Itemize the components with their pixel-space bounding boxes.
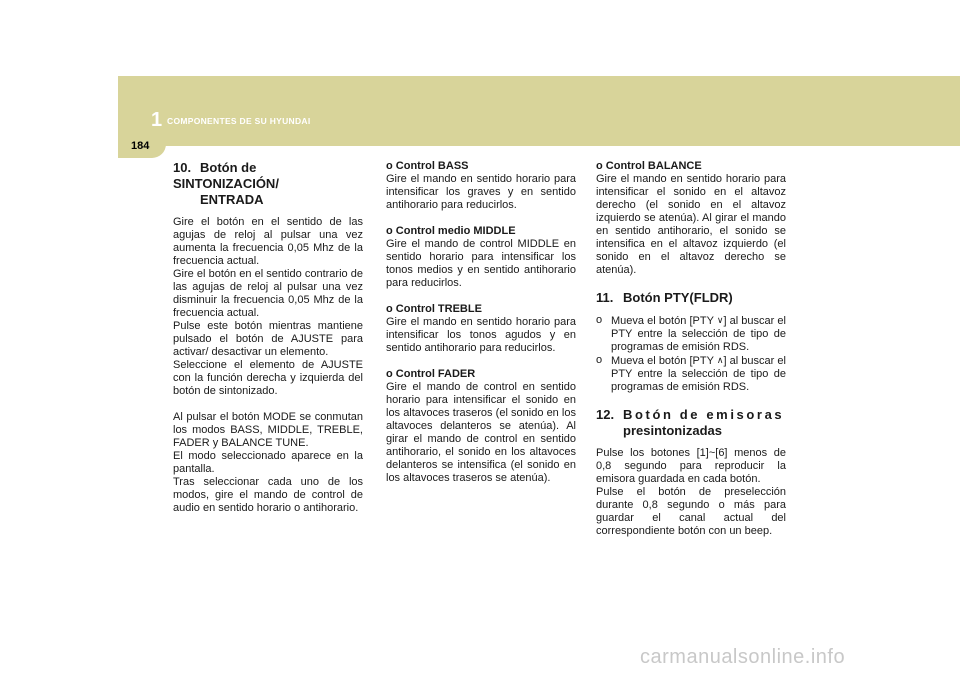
treble-text: Gire el mando en sentido horario para intensificar los tonos agudos y en sentido antihorario para reducirlos. (386, 316, 576, 354)
bass-title: o Control BASS (386, 160, 469, 172)
bass-text: Gire el mando en sentido horario para intensificar los graves y en sentido antihorario para reducirlos. (386, 173, 576, 211)
heading-presets: 12. Botón de emisoras presintonizadas (596, 407, 785, 438)
paragraph: Al pulsar el botón MODE se conmutan los modos BASS, MIDDLE, TREBLE, FADER y BALANCE TUNE. (173, 411, 363, 449)
treble-title: o Control TREBLE (386, 303, 482, 315)
chapter-number: 1 (151, 109, 163, 131)
paragraph: Tras seleccionar cada uno de los modos, gire el mando de control de audio en sentido horario o antihorario. (173, 476, 363, 514)
list-item: o Mueva el botón [PTY ∧] al buscar el PTY entre la selección de tipo de programas de emisión RDS. (596, 354, 786, 393)
paragraph: Seleccione el elemento de AJUSTE con la función derecha y izquierda del botón de sintonizado. (173, 359, 363, 397)
middle-title: o Control medio MIDDLE (386, 225, 516, 237)
balance-text: Gire el mando en sentido horario para intensificar el sonido en el altavoz derecho (el sonido en el altavoz izquierdo se atenúa). Al girar el mando en sentido antihorario, el sonido se intensifica en el altavoz izquierdo (el sonido en el altavoz derecho se atenúa). (596, 173, 786, 276)
middle-text: Gire el mando de control MIDDLE en sentido horario para intensificar los tonos medios y en sentido antihorario para reducirlos. (386, 238, 576, 289)
column-2 (386, 160, 576, 485)
fader-text: Gire el mando de control en sentido horario para intensificar el sonido en los altavoces traseros (el sonido en los altavoces delanteros se atenúa). Al girar el mando de control en sentido antihorario, el sonido en los altavoces delanteros se intensifica (el sonido en los altavoces traseros se atenúa). (386, 381, 576, 484)
list-item: o Mueva el botón [PTY ∨] al buscar el PTY entre la selección de tipo de programas de emisión RDS. (596, 314, 786, 353)
heading-tuning: 10. Botón de SINTONIZACIÓN/ ENTRADA (173, 160, 279, 207)
column-3 (596, 160, 786, 538)
paragraph: El modo seleccionado aparece en la pantalla. (173, 450, 363, 475)
heading-pty: 11. Botón PTY(FLDR) (596, 290, 733, 305)
fader-title: o Control FADER (386, 368, 476, 380)
column-1 (173, 160, 363, 515)
paragraph: Pulse el botón de preselección durante 0,8 segundo o más para guardar el canal actual del correspondiente botón con un beep. (596, 486, 786, 537)
chevron-up-icon: ∧ (716, 355, 724, 365)
chevron-down-icon: ∨ (716, 315, 724, 325)
paragraph: Pulse este botón mientras mantiene pulsado el botón de AJUSTE para activar/ desactivar un elemento. (173, 320, 363, 358)
paragraph: Pulse los botones [1]~[6] menos de 0,8 segundo para reproducir la emisora guardada en cada botón. (596, 447, 786, 485)
balance-title: o Control BALANCE (596, 160, 702, 172)
watermark: carmanualsonline.info (640, 646, 846, 668)
header-band (118, 76, 960, 146)
chapter-title: COMPONENTES DE SU HYUNDAI (167, 116, 311, 126)
paragraph: Gire el botón en el sentido contrario de las agujas de reloj al pulsar una vez disminuir la frecuencia 0,05 Mhz de la frecuencia actual. (173, 268, 363, 319)
page-number: 184 (131, 140, 150, 152)
paragraph: Gire el botón en el sentido de las agujas de reloj al pulsar una vez aumenta la frecuencia 0,05 Mhz de la frecuencia actual. (173, 216, 363, 267)
